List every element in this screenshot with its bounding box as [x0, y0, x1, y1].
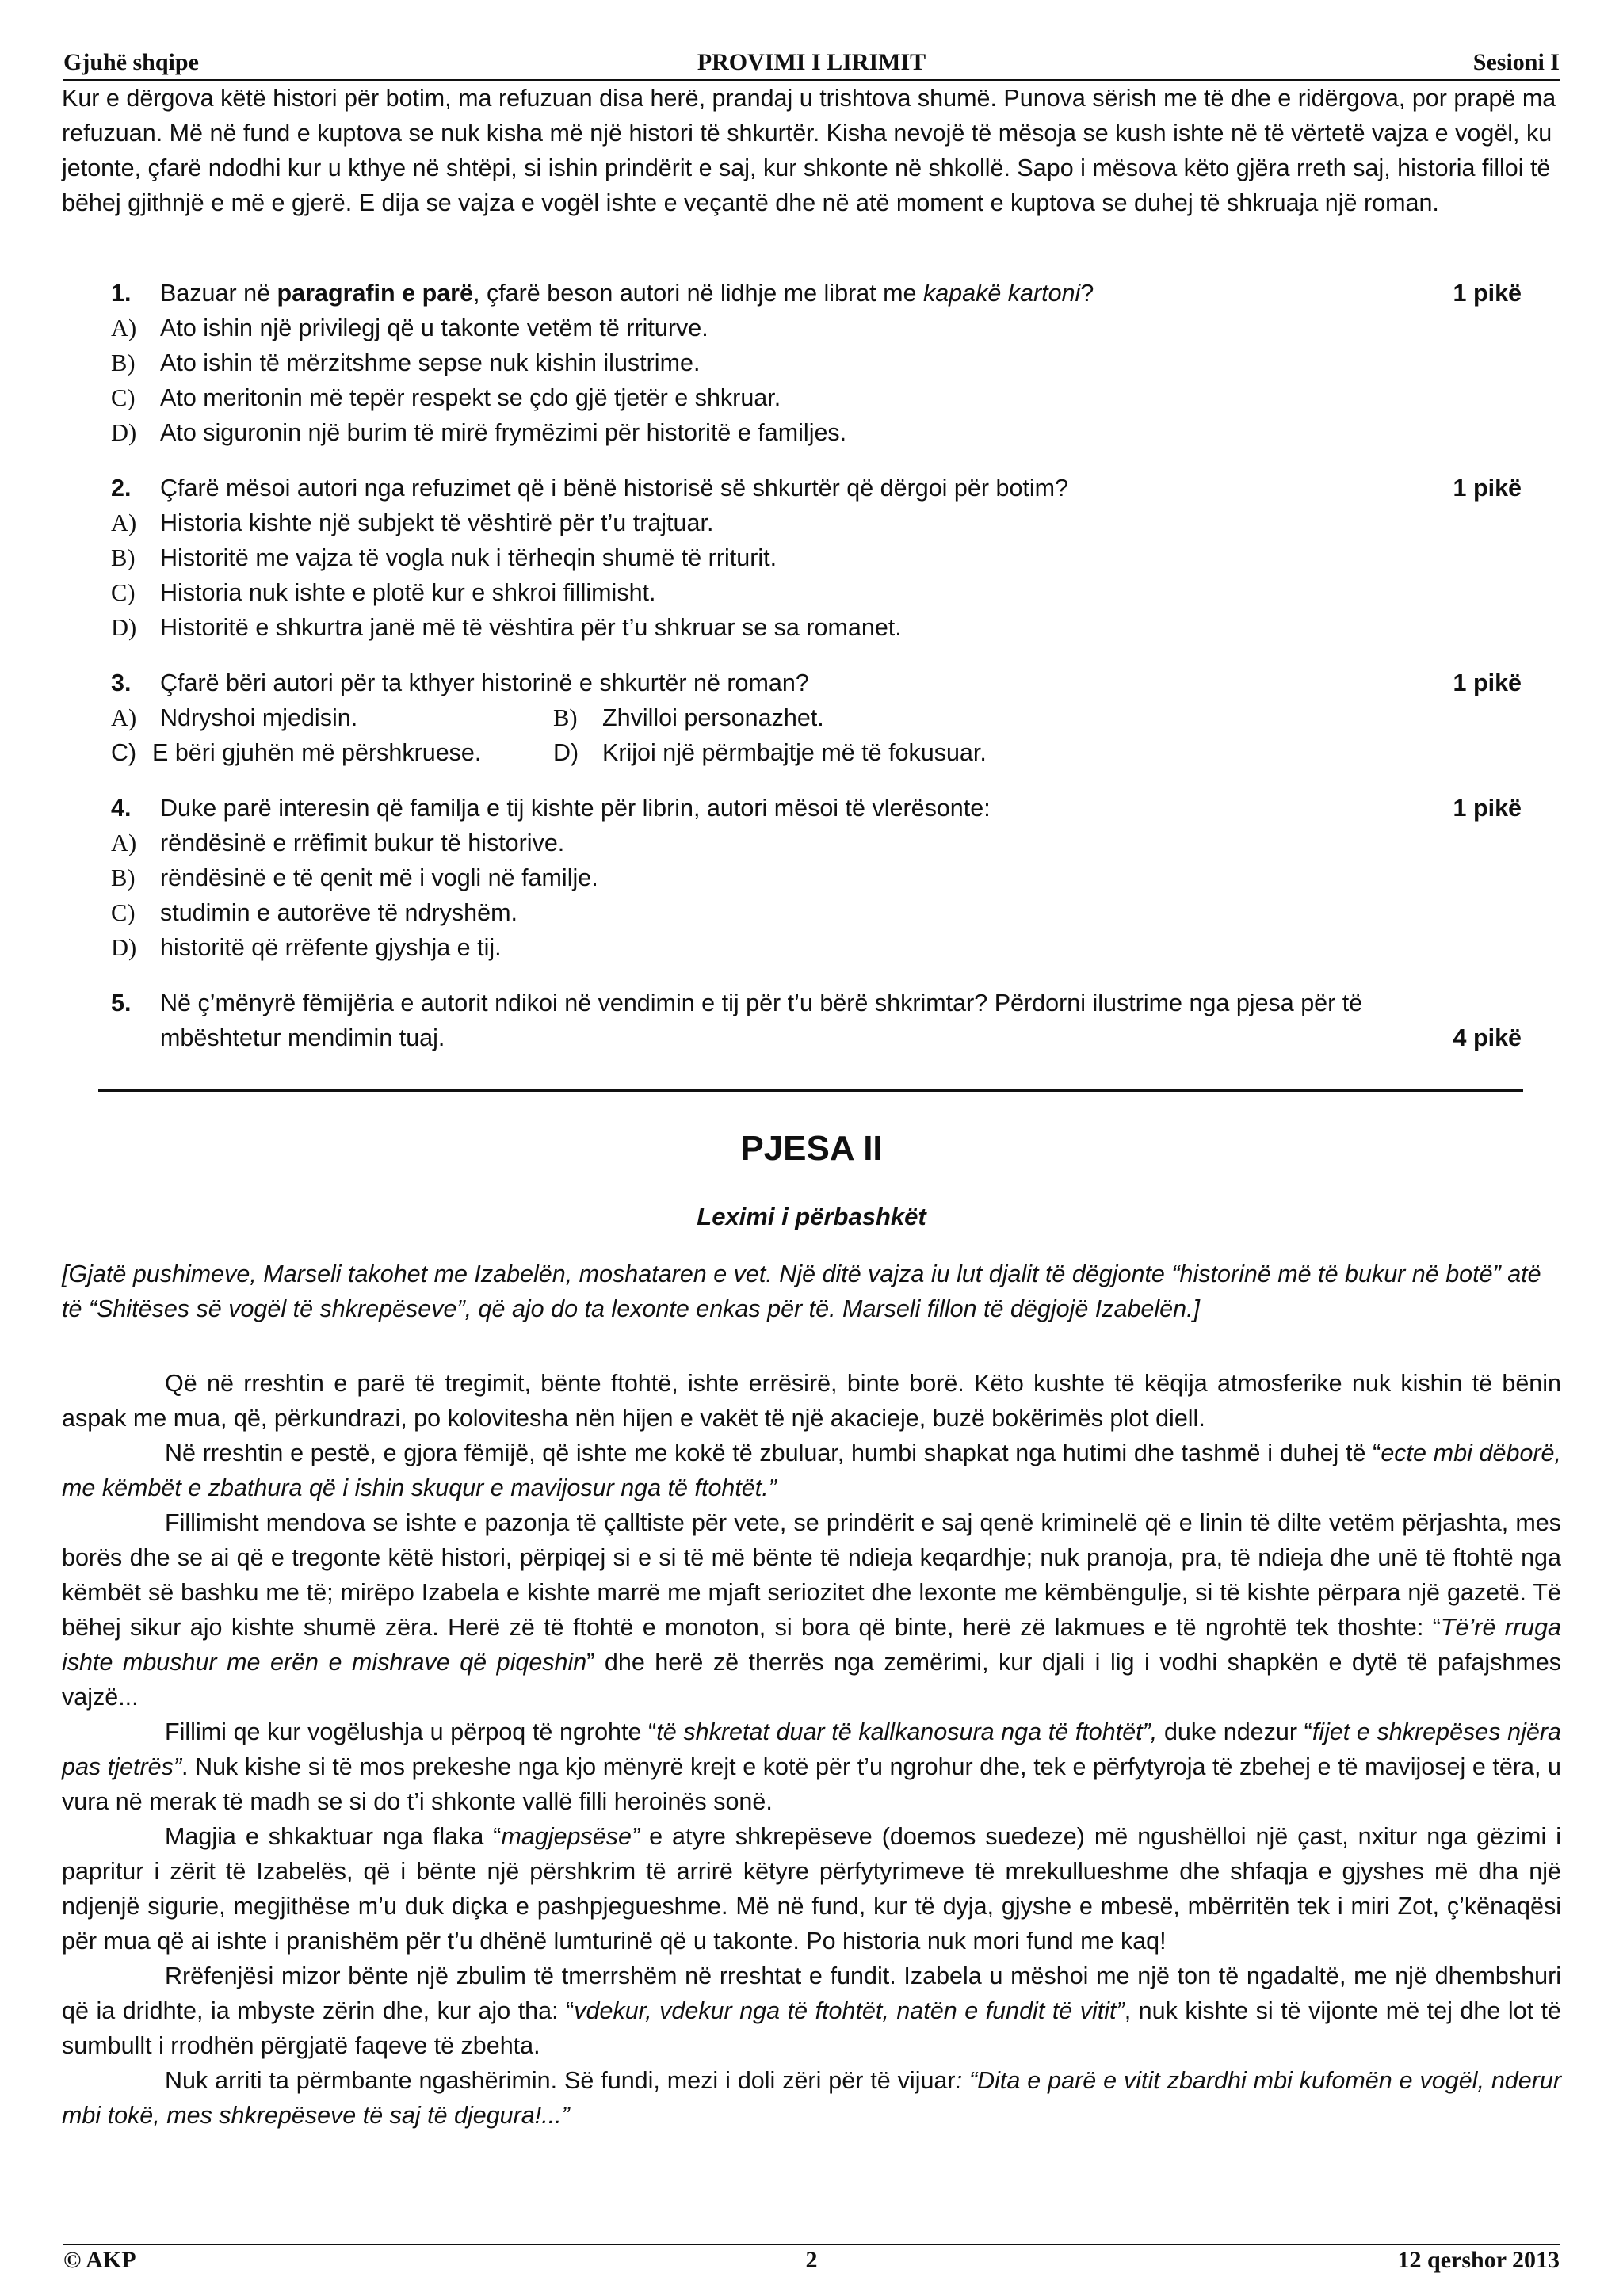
- story-text-run: ” dhe herë zë therrës nga zemërimi, kur djali i lig i vodhi shapkën e dytë të pafajshmes vajzë...: [62, 1649, 1561, 1711]
- story-text-run: Rrëfenjësi mizor bënte një zbulim të tmerrshëm në rreshtat e fundit. Izabela u mëshoi me një ton të ngadaltë, me një dhembshuri që ia dridhte, ia mbyste zërin dhe, kur ajo tha: “: [62, 1962, 1561, 2024]
- option-c: [62, 380, 1522, 415]
- story-quote: : “Dita e parë e vitit zbardhi mbi kufomën e vogël, nderur mbi tokë, mes shkrepëseve të saj të djegura!...”: [62, 2067, 1562, 2129]
- option-d: [62, 415, 1522, 450]
- question-points: 1 pikë: [1453, 280, 1522, 307]
- option-letter: A): [111, 830, 137, 856]
- question-4: [62, 791, 1522, 965]
- story-paragraph: [62, 1436, 1561, 1505]
- option-text: Zhvilloi personazhet.: [602, 704, 824, 731]
- story-text-run: Fillimi qe kur vogëlushja u përpoq të ngrohte “: [165, 1718, 657, 1745]
- story-paragraph: [62, 1505, 1561, 1714]
- story-quote: magjepsëse”: [501, 1823, 640, 1850]
- story-text-run: Që në rreshtin e parë të tregimit, bënte ftohtë, ishte errësirë, binte borë. Këto kushte të këqija atmosferike nuk kishin të bënin aspak me mua, që, përkundrazi, po kolovitesha nën hijen e vakët të një akacieje, buzë bokërimës plot diell.: [62, 1370, 1561, 1432]
- question-text: , çfarë beson autori në lidhje me librat me: [473, 280, 923, 307]
- option-letter: D): [111, 934, 137, 961]
- option-letter: D): [553, 739, 579, 766]
- question-number: 2.: [111, 475, 132, 502]
- story-text-run: Magjia e shkaktuar nga flaka “: [165, 1823, 502, 1850]
- story-text-run: . Nuk kishe si të mos prekeshe nga kjo mënyrë krejt e kotë për t’u ngrohur dhe, tek e përfytyroja të zbehej e të mavijosej e tëra, u vura në merak të madh se si do t’i shkonte vallë filli heroinës sonë.: [62, 1753, 1561, 1815]
- section-divider: [98, 1089, 1523, 1092]
- question-points: 1 pikë: [1453, 475, 1522, 502]
- footer-rule: [63, 2244, 1560, 2245]
- option-text: Historia kishte një subjekt të vështirë për t’u trajtuar.: [160, 509, 714, 536]
- story-text-run: Nuk arriti ta përmbante ngashërimin. Së fundi, mezi i doli zëri për të vijuar: [165, 2067, 956, 2094]
- page-header: [63, 49, 1560, 81]
- page-number: 2: [805, 2247, 818, 2273]
- story-paragraph: [62, 1958, 1561, 2063]
- option-text: Historitë me vajza të vogla nuk i tërheqin shumë të rriturit.: [160, 544, 777, 571]
- option-text: Ato ishin një privilegj që u takonte vetëm të rriturve.: [160, 315, 708, 341]
- question-list: [62, 276, 1522, 1076]
- question-text: Duke parë interesin që familja e tij kishte për librin, autori mësoi të vlerësonte:: [160, 795, 991, 822]
- option-text: studimin e autorëve të ndryshëm.: [160, 899, 517, 926]
- question-number: 5.: [111, 990, 132, 1016]
- story-text-run: e atyre shkrepëseve (doemos suedeze) më ngushëlloi një çast, nxitur nga gëzimi i papritur i zërit të Izabelës, që i bënte një përshkrim të arrirë këtyre përfytyrimeve të mrekullueshme dhe shfaqja e gjyshes më dha një ndjenjë sigurie, megjithëse m’u duk diçka e pashpjegueshme. Më në fund, kur të dyja, gjyshe e mbesë, mbërritën tek i miri Zot, ç’kënaqësi për mua që ai ishte i pranishëm për t’u dhënë lumturinë që u takonte. Po historia nuk mori fund me kaq!: [62, 1823, 1561, 1955]
- option-d: [62, 930, 1522, 965]
- options-row-2: [62, 735, 1522, 770]
- question-4-stem: [62, 791, 1522, 826]
- option-text: Ato siguronin një burim të mirë frymëzimi për historitë e familjes.: [160, 419, 847, 446]
- option-text: E bëri gjuhën më përshkruese.: [152, 739, 482, 766]
- option-letter: A): [111, 509, 137, 536]
- question-text-bold: paragrafin e parë: [277, 280, 474, 307]
- story-text-run: Në rreshtin e pestë, e gjora fëmijë, që ishte me kokë të zbuluar, humbi shapkat nga hutimi dhe tashmë i duhej të “: [165, 1440, 1381, 1466]
- question-number: 1.: [111, 280, 132, 307]
- options-row-1: [62, 700, 1522, 735]
- story-paragraph: [62, 2063, 1561, 2133]
- question-3: [62, 666, 1522, 770]
- header-exam-title: PROVIMI I LIRIMIT: [697, 49, 926, 75]
- option-c: [62, 575, 1522, 610]
- option-text: Historia nuk ishte e plotë kur e shkroi fillimisht.: [160, 579, 656, 606]
- option-a: [62, 311, 1522, 345]
- option-letter: D): [111, 614, 137, 641]
- intro-paragraph: Kur e dërgova këtë histori për botim, ma refuzuan disa herë, prandaj u trishtova shumë. Punova sërish me të dhe e ridërgova, por prapë ma refuzuan. Më në fund e kuptova se nuk kisha më një histori të shkurtër. Kisha nevojë të mësoja se kush ishte në të vërtetë vajza e vogël, ku jetonte, çfarë ndodhi kur u kthye në shtëpi, si ishin prindërit e saj, kur shkonte në shkollë. Sapo i mësova këto gjëra rreth saj, historia filloi të bëhej gjithnjë e më e gjerë. E dija se vajza e vogël ishte e veçantë dhe në atë moment e kuptova se duhej të shkruaja një roman.: [62, 85, 1556, 216]
- option-a: [62, 826, 1522, 860]
- question-1: [62, 276, 1522, 450]
- question-5-stem: [62, 986, 1522, 1055]
- option-letter: C): [111, 739, 137, 766]
- option-text: Historitë e shkurtra janë më të vështira për t’u shkruar se sa romanet.: [160, 614, 902, 641]
- option-text: Krijoi një përmbajtje më të fokusuar.: [602, 739, 987, 766]
- question-text: Bazuar në: [160, 280, 277, 307]
- question-number: 3.: [111, 669, 132, 696]
- option-letter: A): [111, 315, 137, 341]
- header-subject: Gjuhë shqipe: [63, 49, 199, 75]
- question-3-stem: [62, 666, 1522, 700]
- story-quote: të shkretat duar të kallkanosura nga të ftohtët”,: [656, 1718, 1158, 1745]
- option-a: [62, 505, 1522, 540]
- question-5: [62, 986, 1522, 1055]
- question-points: 1 pikë: [1453, 795, 1522, 822]
- question-1-stem: [62, 276, 1522, 311]
- story-quote: ecte mbi dëborë, me këmbët e zbathura që i ishin skuqur e mavijosur nga të ftohtët.”: [62, 1440, 1561, 1501]
- option-letter: A): [111, 704, 137, 731]
- question-number: 4.: [111, 795, 132, 822]
- option-letter: D): [111, 419, 137, 446]
- option-b: [62, 345, 1522, 380]
- option-text: Ndryshoi mjedisin.: [160, 704, 358, 731]
- story-text-run: Fillimisht mendova se ishte e pazonja të çalltiste për vete, se prindërit e saj qenë kriminelë që e linin të dilte vetëm përjashta, mes borës dhe se ai që e tregonte këtë histori, përpiqej si e si të më bënte të ndieja keqardhje; nuk pranoja, pra, të ndieja dhe unë të ftohtë nga këmbët së bashku me të; mirëpo Izabela e kishte marrë me mjaft seriozitet dhe lexonte me këmbëngulje, si të kishte përpara një gazetë. Të bëhej sikur ajo kishte shumë zëra. Herë zë të ftohtë e monoton, si bora që binte, herë zë lakmues e të ngrohtë tek thoshte: “: [62, 1509, 1561, 1641]
- header-session: Sesioni I: [1472, 49, 1560, 75]
- option-b: [62, 860, 1522, 895]
- question-text: Çfarë mësoi autori nga refuzimet që i bënë historisë së shkurtër që dërgoi për botim?: [160, 475, 1069, 502]
- option-text: historitë që rrëfente gjyshja e tij.: [160, 934, 502, 961]
- question-text: ?: [1080, 280, 1094, 307]
- option-text: Ato meritonin më tepër respekt se çdo gjë tjetër e shkruar.: [160, 384, 781, 411]
- option-letter: B): [111, 864, 136, 891]
- story-text-run: duke ndezur “: [1157, 1718, 1312, 1745]
- question-text: Çfarë bëri autori për ta kthyer historinë e shkurtër në roman?: [160, 669, 809, 696]
- option-text: rëndësinë e të qenit më i vogli në familje.: [160, 864, 598, 891]
- option-letter: C): [111, 579, 136, 606]
- option-c: [62, 895, 1522, 930]
- story-paragraph: [62, 1714, 1561, 1819]
- part-title: PJESA II: [740, 1129, 883, 1168]
- context-note: [Gjatë pushimeve, Marseli takohet me Izabelën, moshataren e vet. Një ditë vajza iu lut djalit të dëgjonte “historinë më të bukur në botë” atë të “Shitëses së vogël të shkrepëseve”, që ajo do ta lexonte enkas për të. Marseli fillon të dëgjojë Izabelën.]: [62, 1261, 1541, 1322]
- option-text: Ato ishin të mërzitshme sepse nuk kishin ilustrime.: [160, 349, 701, 376]
- option-letter: B): [111, 544, 136, 571]
- story-quote: vdekur, vdekur nga të ftohtët, natën e fundit të vitit”: [574, 1997, 1125, 2024]
- question-points: 1 pikë: [1453, 669, 1522, 696]
- story-text-run: , nuk kishte si të vijonte më tej dhe lot të sumbullt i rrodhën përgjatë faqeve të zbehta.: [62, 1997, 1561, 2059]
- option-letter: C): [111, 384, 136, 411]
- option-d: [62, 610, 1522, 645]
- option-letter: C): [111, 899, 136, 926]
- story-paragraph: [62, 1819, 1561, 1958]
- footer-copyright: © AKP: [63, 2247, 136, 2273]
- story-text: [62, 1366, 1561, 2133]
- question-2: [62, 471, 1522, 645]
- option-b: [62, 540, 1522, 575]
- option-text: rëndësinë e rrëfimit bukur të historive.: [160, 830, 565, 856]
- story-quote: Të’rë rruga ishte mbushur me erën e mishrave që piqeshin: [62, 1614, 1562, 1676]
- question-points: 4 pikë: [1453, 1024, 1522, 1051]
- story-paragraph: [62, 1366, 1561, 1436]
- part-subtitle: Leximi i përbashkët: [697, 1203, 926, 1230]
- option-letter: B): [553, 704, 578, 731]
- story-quote: fijet e shkrepëses njëra pas tjetrës”: [62, 1718, 1562, 1780]
- question-text: Në ç’mënyrë fëmijëria e autorit ndikoi në vendimin e tij për t’u bërë shkrimtar? Përdorni ilustrime nga pjesa për të mbështetur mendimin tuaj.: [160, 990, 1363, 1051]
- footer-date: 12 qershor 2013: [1397, 2247, 1560, 2273]
- question-2-stem: [62, 471, 1522, 505]
- question-text-italic: kapakë kartoni: [922, 280, 1081, 307]
- option-letter: B): [111, 349, 136, 376]
